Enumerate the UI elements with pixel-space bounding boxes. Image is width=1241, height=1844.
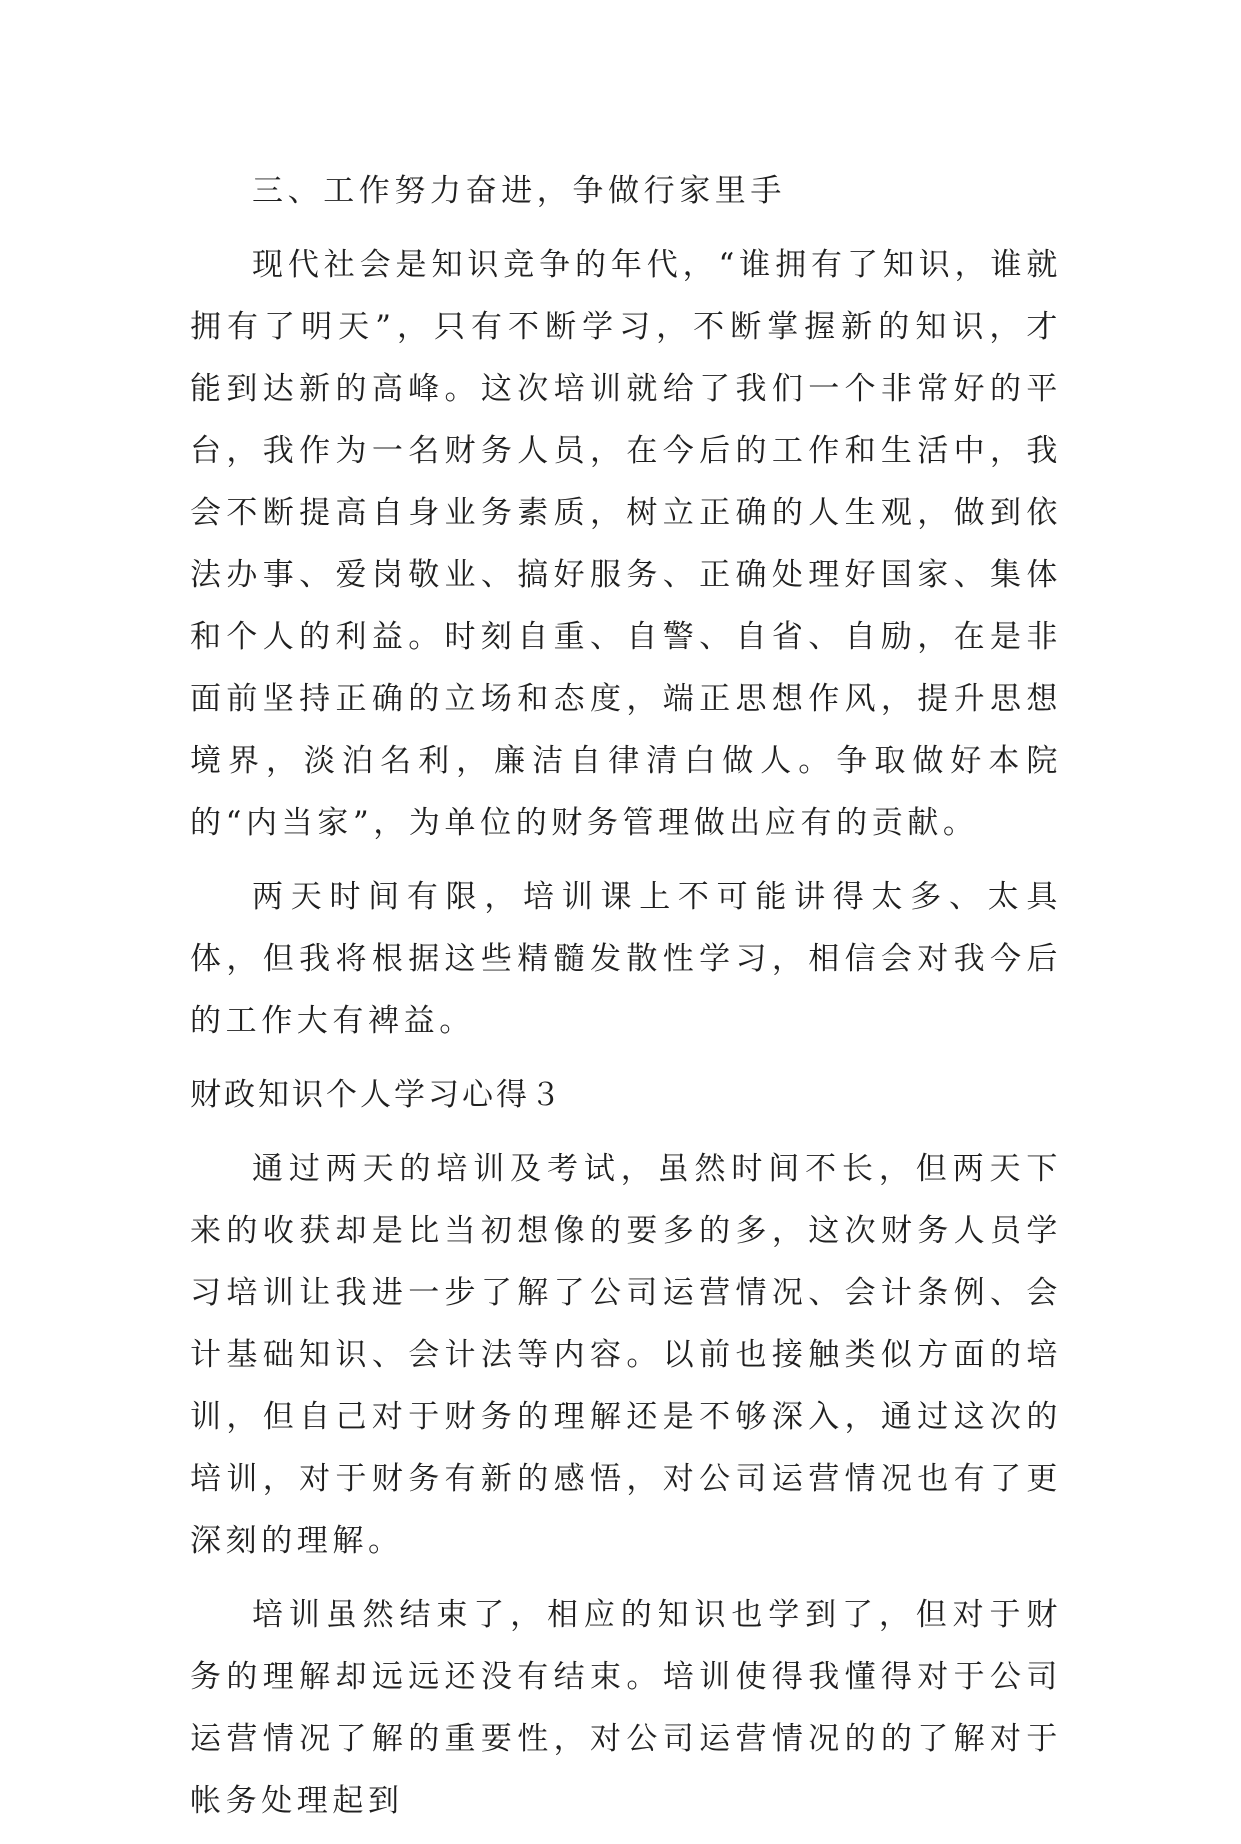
section-heading: 三、工作努力奋进，争做行家里手 — [252, 173, 786, 209]
body-paragraph: 通过两天的培训及考试，虽然时间不长，但两天下来的收获却是比当初想像的要多的多，这次财务人员学习培训让我进一步了解了公司运营情况、会计条例、会计基础知识、会计法等内容。以前也接触类似方面的培训，但自己对于财务的理解还是不够深入，通过这次的培训，对于财务有新的感悟，对公司运营情况也有了更深刻的理解。 — [190, 1151, 1062, 1559]
body-paragraph: 现代社会是知识竞争的年代，“谁拥有了知识，谁就拥有了明天”，只有不断学习，不断掌握新的知识，才能到达新的高峰。这次培训就给了我们一个非常好的平台，我作为一名财务人员，在今后的工作和生活中，我会不断提高自身业务素质，树立正确的人生观，做到依法办事、爱岗敬业、搞好服务、正确处理好国家、集体和个人的利益。时刻自重、自警、自省、自励，在是非面前坚持正确的立场和态度，端正思想作风，提升思想境界，淡泊名利，廉洁自律清白做人。争取做好本院的“内当家”，为单位的财务管理做出应有的贡献。 — [190, 247, 1062, 841]
document-body — [190, 160, 1062, 1844]
article-title: 财政知识个人学习心得３ — [190, 1077, 564, 1113]
body-paragraph: 培训虽然结束了，相应的知识也学到了，但对于财务的理解却远远还没有结束。培训使得我懂得对于公司运营情况了解的重要性，对公司运营情况的的了解对于帐务处理起到 — [190, 1597, 1062, 1819]
body-paragraph: 两天时间有限，培训课上不可能讲得太多、太具体，但我将根据这些精髓发散性学习，相信会对我今后的工作大有裨益。 — [190, 879, 1062, 1039]
